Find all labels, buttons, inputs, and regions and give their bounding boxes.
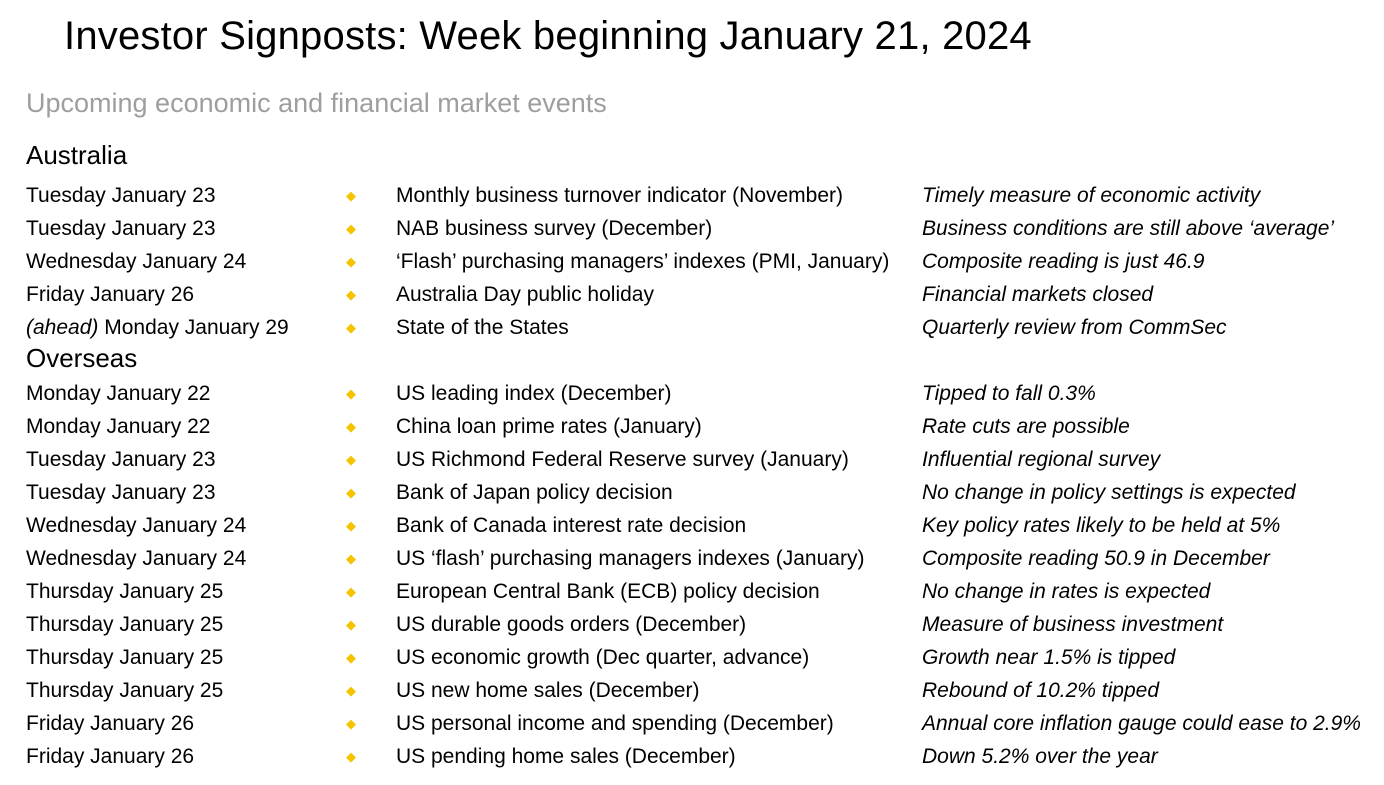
page-subtitle: Upcoming economic and financial market events <box>26 88 607 118</box>
event-date-text: Monday January 29 <box>104 316 289 339</box>
event-date-text: Tuesday January 23 <box>26 481 216 504</box>
event-row <box>0 608 1384 641</box>
event-date-text: Tuesday January 23 <box>26 184 216 207</box>
diamond-icon: ◆ <box>346 419 356 434</box>
event-name: China loan prime rates (January) <box>396 415 702 438</box>
event-date-text: Friday January 26 <box>26 712 195 735</box>
diamond-icon: ◆ <box>346 518 356 533</box>
diamond-icon: ◆ <box>346 749 356 764</box>
event-date <box>26 641 223 674</box>
event-date <box>26 608 223 641</box>
event-row <box>0 278 1384 311</box>
diamond-icon: ◆ <box>346 254 356 269</box>
event-name: US ‘flash’ purchasing managers indexes (January) <box>396 547 865 570</box>
event-name: US pending home sales (December) <box>396 745 736 768</box>
event-date <box>26 179 216 212</box>
event-date-text: Thursday January 25 <box>26 679 224 702</box>
event-date-text: Tuesday January 23 <box>26 217 216 240</box>
section-heading-australia: Australia <box>26 140 128 170</box>
diamond-icon: ◆ <box>346 320 356 335</box>
event-row <box>0 212 1384 245</box>
event-row <box>0 179 1384 212</box>
event-date <box>26 311 289 344</box>
event-note: Composite reading 50.9 in December <box>922 547 1270 570</box>
event-date-text: Thursday January 25 <box>26 580 224 603</box>
event-date-text: Monday January 22 <box>26 415 211 438</box>
event-date <box>26 740 194 773</box>
event-note: Financial markets closed <box>922 283 1154 306</box>
event-note: Composite reading is just 46.9 <box>922 250 1205 273</box>
event-date-text: Tuesday January 23 <box>26 448 216 471</box>
event-date <box>26 278 194 311</box>
diamond-icon: ◆ <box>346 716 356 731</box>
diamond-icon: ◆ <box>346 188 356 203</box>
event-row <box>0 410 1384 443</box>
event-note: Rebound of 10.2% tipped <box>922 679 1160 702</box>
event-row <box>0 641 1384 674</box>
event-name: ‘Flash’ purchasing managers’ indexes (PMI, January) <box>396 250 890 273</box>
event-date <box>26 674 223 707</box>
event-name: Australia Day public holiday <box>396 283 654 306</box>
event-date-text: Thursday January 25 <box>26 613 224 636</box>
event-date <box>26 476 216 509</box>
diamond-icon: ◆ <box>346 221 356 236</box>
diamond-icon: ◆ <box>346 452 356 467</box>
event-name: State of the States <box>396 316 569 339</box>
event-note: Timely measure of economic activity <box>922 184 1261 207</box>
event-date-text: Wednesday January 24 <box>26 547 247 570</box>
event-date-text: Friday January 26 <box>26 745 195 768</box>
event-row <box>0 245 1384 278</box>
event-note: No change in rates is expected <box>922 580 1211 603</box>
diamond-icon: ◆ <box>346 551 356 566</box>
event-note: Down 5.2% over the year <box>922 745 1158 768</box>
diamond-icon: ◆ <box>346 617 356 632</box>
event-row <box>0 740 1384 773</box>
event-date <box>26 542 246 575</box>
event-note: Rate cuts are possible <box>922 415 1130 438</box>
event-name: US durable goods orders (December) <box>396 613 747 636</box>
diamond-icon: ◆ <box>346 485 356 500</box>
event-name: European Central Bank (ECB) policy decision <box>396 580 820 603</box>
event-note: Key policy rates likely to be held at 5% <box>922 514 1281 537</box>
event-name: US leading index (December) <box>396 382 672 405</box>
event-date-text: Thursday January 25 <box>26 646 224 669</box>
event-date <box>26 443 216 476</box>
event-date-text: Friday January 26 <box>26 283 195 306</box>
event-row <box>0 311 1384 344</box>
event-date <box>26 509 246 542</box>
event-name: Monthly business turnover indicator (November) <box>396 184 844 207</box>
event-row <box>0 443 1384 476</box>
event-name: Bank of Japan policy decision <box>396 481 673 504</box>
event-note: Influential regional survey <box>922 448 1161 471</box>
event-date <box>26 575 223 608</box>
diamond-icon: ◆ <box>346 287 356 302</box>
event-note: Measure of business investment <box>922 613 1224 636</box>
event-name: US personal income and spending (December) <box>396 712 834 735</box>
event-note: Growth near 1.5% is tipped <box>922 646 1176 669</box>
event-date-text: Monday January 22 <box>26 382 211 405</box>
event-date-text: Wednesday January 24 <box>26 514 247 537</box>
event-row <box>0 707 1384 740</box>
event-date <box>26 707 194 740</box>
event-name: US Richmond Federal Reserve survey (January) <box>396 448 849 471</box>
page-title: Investor Signposts: Week beginning January 21, 2024 <box>64 14 1032 58</box>
event-date-prefix: (ahead) <box>26 316 99 339</box>
event-date-text: Wednesday January 24 <box>26 250 247 273</box>
event-note: Business conditions are still above ‘average’ <box>922 217 1335 240</box>
event-row <box>0 377 1384 410</box>
event-note: No change in policy settings is expected <box>922 481 1296 504</box>
event-name: US new home sales (December) <box>396 679 700 702</box>
event-row <box>0 674 1384 707</box>
event-date <box>26 245 246 278</box>
event-date <box>26 410 210 443</box>
diamond-icon: ◆ <box>346 650 356 665</box>
event-name: NAB business survey (December) <box>396 217 713 240</box>
event-note: Tipped to fall 0.3% <box>922 382 1096 405</box>
event-date <box>26 377 210 410</box>
event-note: Quarterly review from CommSec <box>922 316 1227 339</box>
event-row <box>0 509 1384 542</box>
event-note: Annual core inflation gauge could ease to 2.9% <box>922 712 1361 735</box>
event-row <box>0 476 1384 509</box>
event-name: US economic growth (Dec quarter, advance) <box>396 646 810 669</box>
diamond-icon: ◆ <box>346 584 356 599</box>
event-row <box>0 575 1384 608</box>
event-row <box>0 542 1384 575</box>
section-heading-overseas: Overseas <box>26 343 138 373</box>
diamond-icon: ◆ <box>346 683 356 698</box>
event-name: Bank of Canada interest rate decision <box>396 514 747 537</box>
event-date <box>26 212 216 245</box>
diamond-icon: ◆ <box>346 386 356 401</box>
